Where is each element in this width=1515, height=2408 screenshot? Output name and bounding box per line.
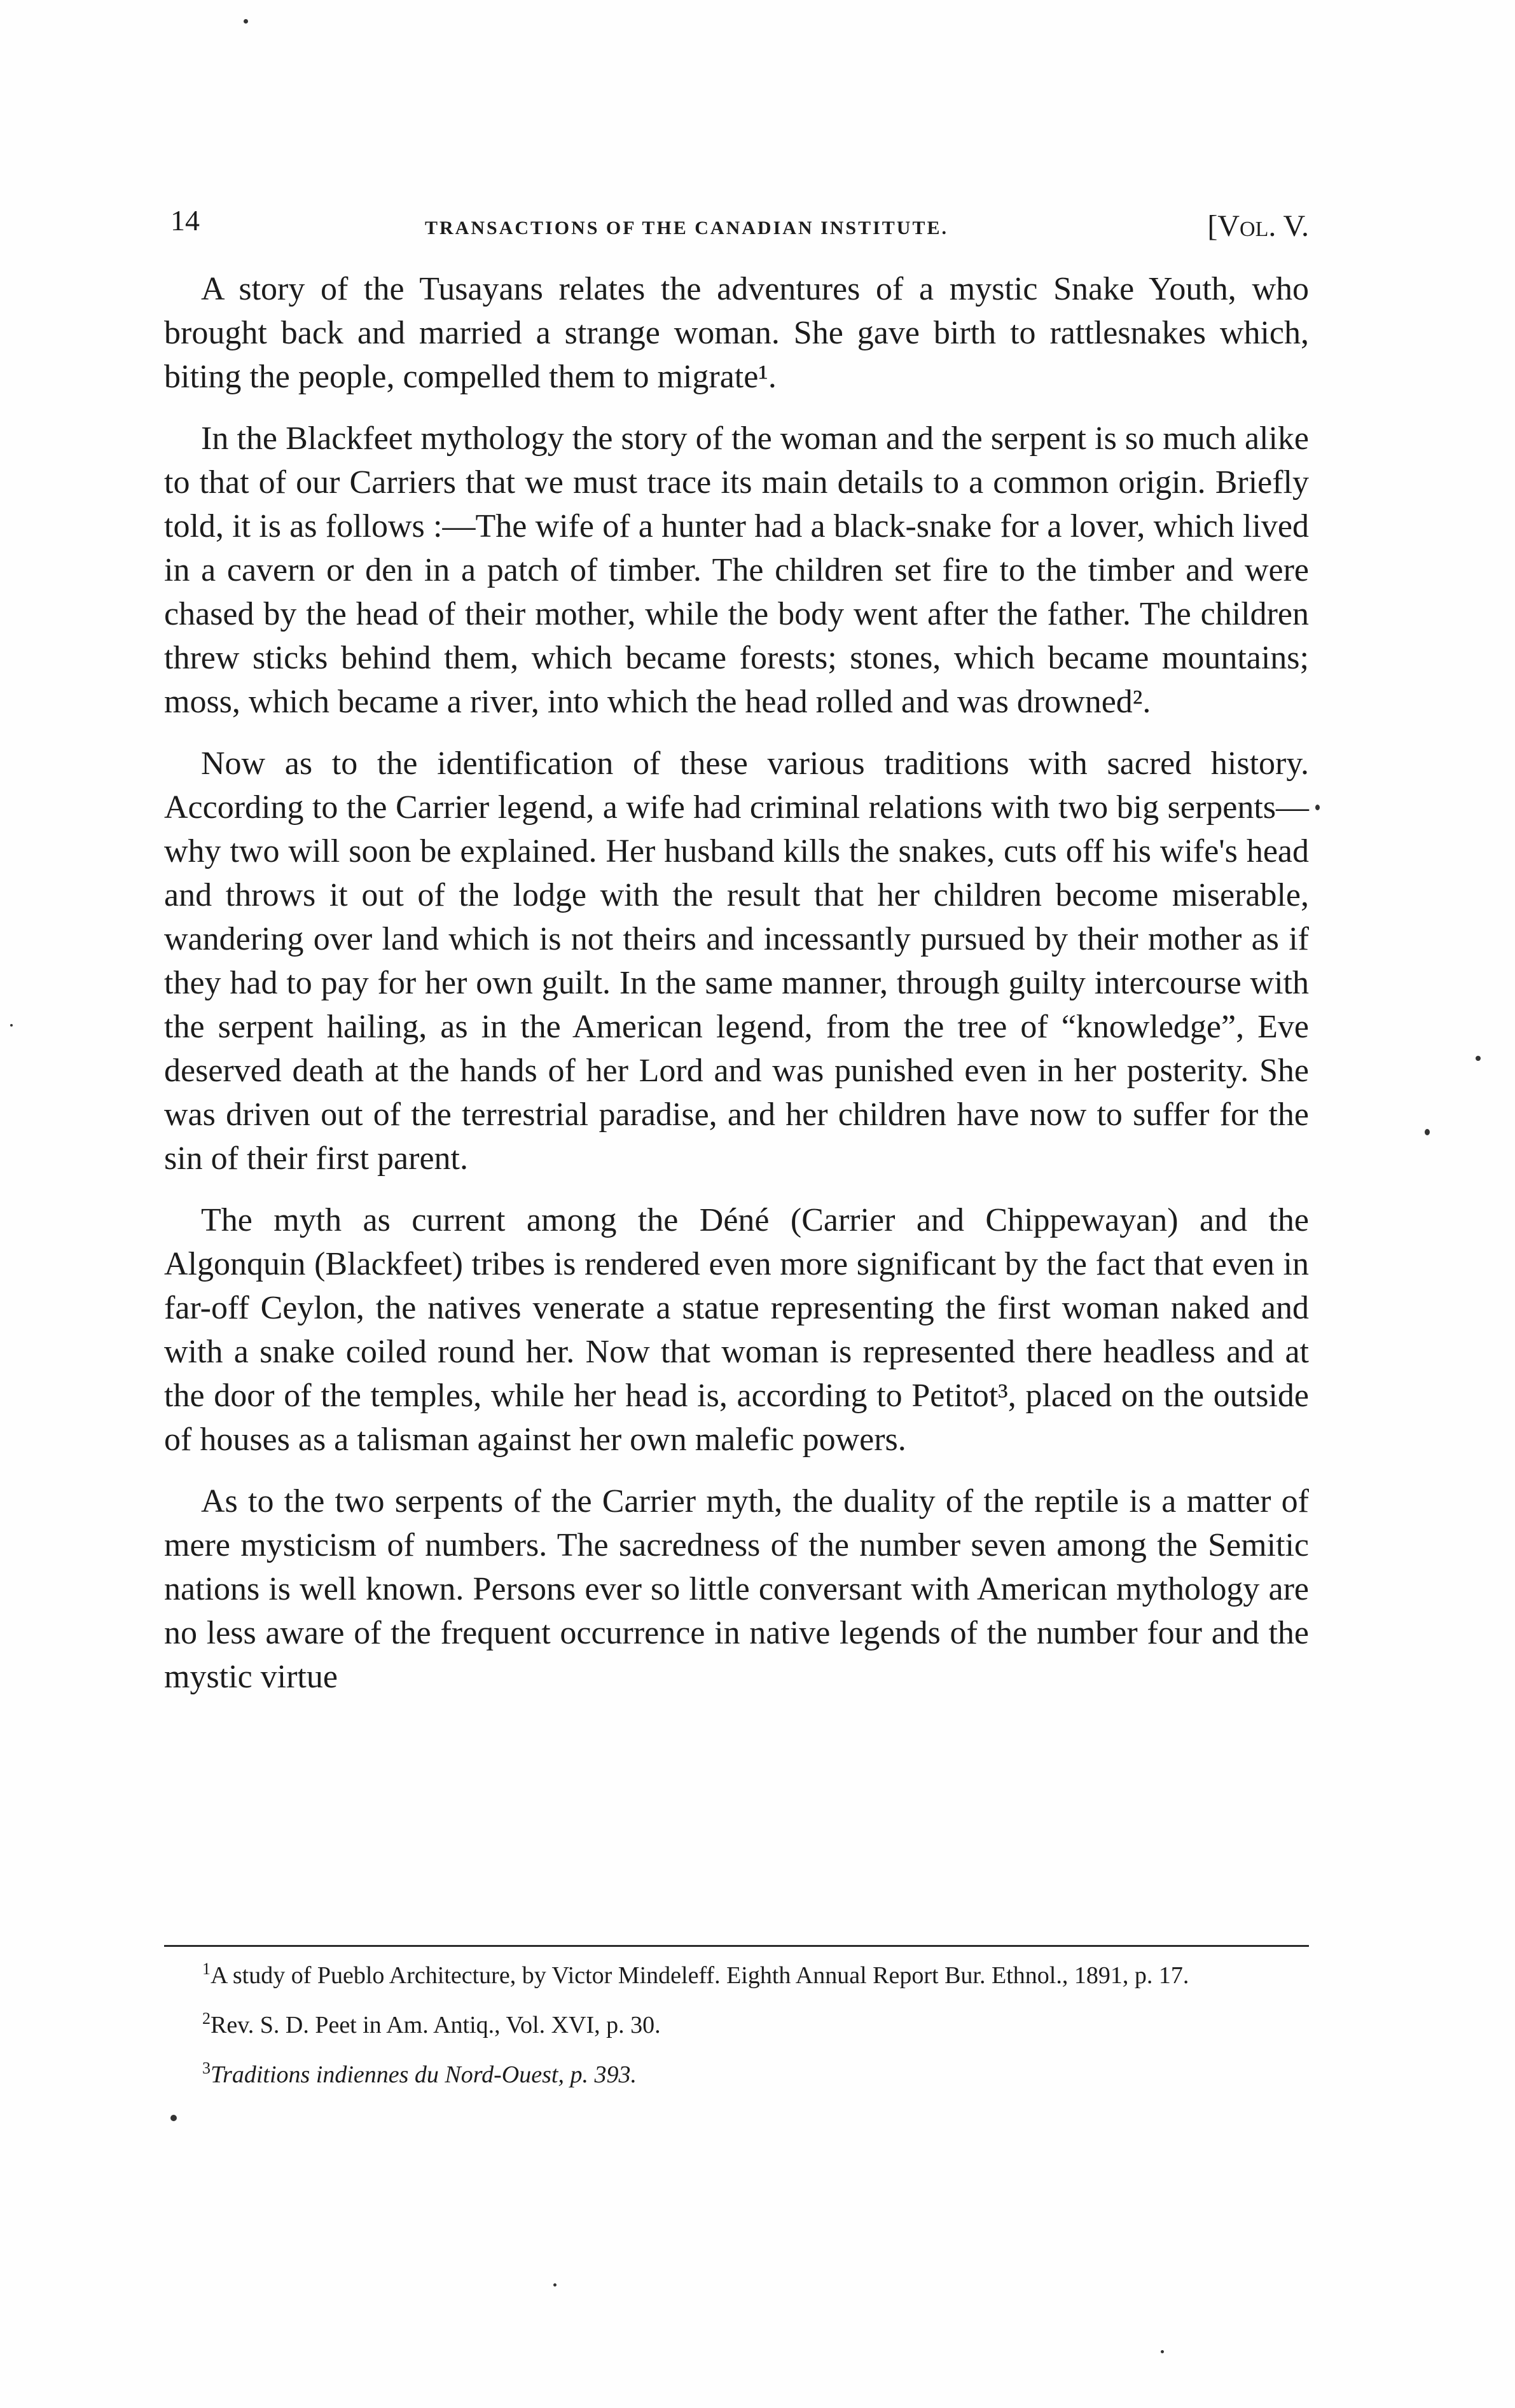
scan-speck [1425, 1129, 1430, 1135]
scan-speck [244, 19, 248, 24]
running-head [170, 202, 1309, 259]
footnote-text: Traditions indiennes du Nord-Ouest, p. 393. [211, 2061, 637, 2088]
footnote [164, 2009, 1309, 2044]
paragraph: The myth as current among the Déné (Carrier and Chippewayan) and the Algonquin (Blackfeet) tribes is rendered even more significant by the fact that even in far-off Ceylon, the natives venerate a statue representing the first woman naked and with a snake coiled round her. Now that woman is represented there headless and at the door of the temples, while her head is, according to Petitot³, placed on the outside of houses as a talisman against her own malefic powers. [164, 1202, 1309, 1458]
footnote-mark: 1 [202, 1960, 211, 1978]
footnote [164, 1959, 1309, 1995]
scan-speck [10, 1024, 13, 1027]
scan-speck [1476, 1056, 1481, 1061]
footnote [164, 2058, 1309, 2094]
footnote-mark: 2 [202, 2009, 211, 2028]
footnote-divider [164, 1945, 1309, 1947]
scan-speck [1315, 805, 1320, 810]
paragraph: A story of the Tusayans relates the adventures of a mystic Snake Youth, who brought back and married a strange woman. She gave birth to rattlesnakes which, biting the people, compelled them to migrate¹. [164, 271, 1309, 395]
footnote-mark: 3 [202, 2059, 211, 2077]
paragraph: In the Blackfeet mythology the story of the woman and the serpent is so much alike to that of our Carriers that we must trace its main details to a common origin. Briefly told, it is as follows :—The wife of a hunter had a black-snake for a lover, which lived in a cavern or den in a patch of timber. The children set fire to the timber and were chased by the head of their mother, while the body went after the father. The children threw sticks behind them, which became forests; stones, which became mountains; moss, which became a river, into which the head rolled and was drowned². [164, 420, 1309, 720]
paragraph: As to the two serpents of the Carrier myth, the duality of the reptile is a matter of mere mysticism of numbers. The sacredness of the number seven among the Semitic nations is well known. Persons ever so little conversant with American mythology are no less aware of the frequent occurrence in native legends of the number four and the mystic virtue [164, 1483, 1309, 1695]
footnotes [164, 1959, 1309, 2108]
scan-speck [170, 2115, 177, 2121]
footnote-text: A study of Pueblo Architecture, by Victor Mindeleff. Eighth Annual Report Bur. Ethnol., 1891, p. 17. [211, 1962, 1189, 1989]
journal-title: TRANSACTIONS OF THE CANADIAN INSTITUTE. [425, 218, 948, 239]
paragraph: Now as to the identification of these various traditions with sacred history. According to the Carrier legend, a wife had criminal relations with two big serpents—why two will soon be explained. Her husband kills the snakes, cuts off his wife's head and throws it out of the lodge with the result that her children become miserable, wandering over land which is not theirs and incessantly pursued by their mother as if they had to pay for her own guilt. In the same manner, through guilty intercourse with the serpent hailing, as in the American legend, from the tree of “knowledge”, Eve deserved death at the hands of her Lord and was punished even in her posterity. She was driven out of the terrestrial paradise, and her children have now to suffer for the sin of their first parent. [164, 745, 1309, 1177]
scan-speck [1161, 2350, 1164, 2353]
volume-label: [Vol. V. [1207, 209, 1309, 243]
page-number: 14 [170, 204, 200, 237]
footnote-text: Rev. S. D. Peet in Am. Antiq., Vol. XVI, p. 30. [211, 2012, 661, 2038]
body-text [164, 267, 1309, 1717]
scan-speck [553, 2283, 557, 2287]
